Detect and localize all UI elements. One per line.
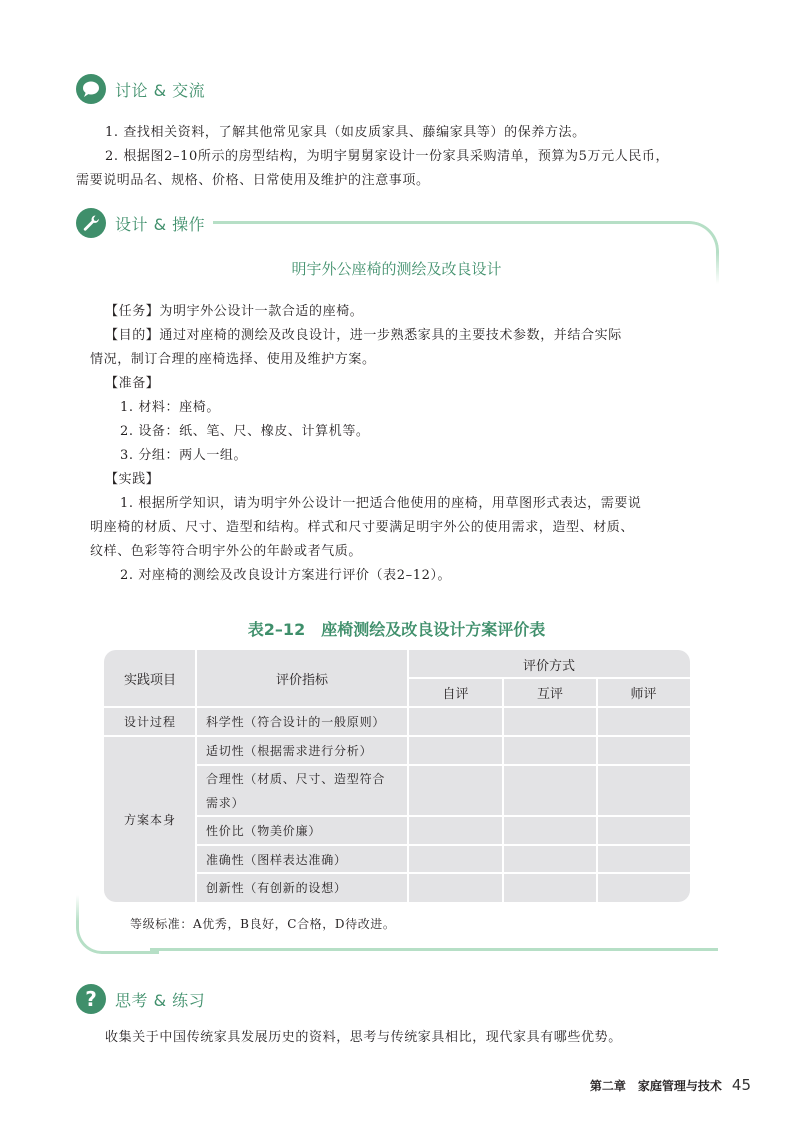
rating-cell-peer[interactable] (503, 765, 597, 816)
question-mark-icon: ? (76, 984, 106, 1014)
purpose-line-cont: 情况，制订合理的座椅选择、使用及维护方案。 (90, 352, 376, 367)
header-self: 自评 (442, 687, 469, 702)
indicator-cell: 适切性（根据需求进行分析） (206, 744, 373, 758)
practice-item-cont: 明座椅的材质、尺寸、造型和结构。样式和尺寸要满足明宇外公的使用需求，造型、材质、 (90, 520, 635, 535)
divider (104, 706, 690, 708)
rating-cell-peer[interactable] (503, 845, 597, 873)
activity-title: 明宇外公座椅的测绘及改良设计 (291, 260, 502, 278)
indicator-cell-line: 合理性（材质、尺寸、造型符合 (206, 771, 386, 786)
indicator-cell (196, 765, 408, 816)
page-footer (590, 1076, 751, 1094)
discussion-item-continuation: 需要说明品名、规格、价格、日常使用及维护的注意事项。 (76, 173, 430, 188)
indicator-cell: 性价比（物美价廉） (206, 824, 322, 838)
rating-cell-peer[interactable] (503, 873, 597, 902)
indicator-cell: 科学性（符合设计的一般原则） (206, 715, 386, 729)
rating-cell-self[interactable] (408, 736, 503, 765)
table-caption: 表2–12 座椅测绘及改良设计方案评价表 (247, 620, 546, 639)
design-header (76, 208, 205, 238)
rating-cell-peer[interactable] (503, 736, 597, 765)
rating-cell-teacher[interactable] (597, 765, 690, 816)
header-peer: 互评 (536, 687, 563, 702)
evaluation-table (104, 650, 690, 902)
section-title: 设计 & 操作 (115, 214, 206, 234)
prepare-heading: 【准备】 (105, 376, 160, 391)
rating-cell-self[interactable] (408, 707, 503, 736)
divider (407, 650, 409, 902)
rating-cell-teacher[interactable] (597, 707, 690, 736)
thinking-header (76, 984, 205, 1014)
indicator-cell: 创新性（有创新的设想） (206, 881, 347, 895)
purpose-line: 【目的】通过对座椅的测绘及改良设计，进一步熟悉家具的主要技术参数，并结合实际 (105, 328, 622, 343)
practice-item: 1. 根据所学知识，请为明宇外公设计一把适合他使用的座椅，用草图形式表达，需要说 (120, 496, 642, 511)
group-label: 方案本身 (123, 812, 176, 827)
divider (502, 678, 504, 902)
discussion-header (76, 74, 205, 104)
section-title: 思考 & 练习 (115, 990, 206, 1010)
indicator-cell: 准确性（图样表达准确） (206, 852, 347, 867)
rating-cell-self[interactable] (408, 873, 503, 902)
divider (596, 678, 598, 902)
divider (196, 815, 690, 817)
divider (195, 650, 197, 902)
prepare-item: 3. 分组：两人一组。 (120, 448, 248, 463)
rating-cell-teacher[interactable] (597, 736, 690, 765)
indicator-cell-line: 需求） (206, 795, 245, 810)
rating-cell-peer[interactable] (503, 816, 597, 845)
discussion-item: 2. 根据图2–10所示的房型结构，为明宇舅舅家设计一份家具采购清单，预算为5万元人民币， (105, 149, 670, 164)
divider (196, 872, 690, 874)
practice-item: 2. 对座椅的测绘及改良设计方案进行评价（表2–12）。 (120, 568, 452, 583)
group-label: 设计过程 (123, 715, 176, 729)
rating-cell-self[interactable] (408, 845, 503, 873)
rating-cell-peer[interactable] (503, 707, 597, 736)
page-number: 45 (731, 1076, 751, 1094)
rating-cell-self[interactable] (408, 816, 503, 845)
divider (196, 764, 690, 766)
header-indicator: 评价指标 (275, 673, 328, 688)
discussion-item: 1. 查找相关资料，了解其他常见家具（如皮质家具、藤编家具等）的保养方法。 (105, 125, 586, 140)
prepare-item: 1. 材料：座椅。 (120, 400, 220, 415)
speech-bubble-icon (76, 74, 106, 104)
rating-cell-self[interactable] (408, 765, 503, 816)
divider (104, 735, 690, 737)
divider (196, 844, 690, 846)
header-item: 实践项目 (123, 673, 176, 688)
header-teacher: 师评 (630, 687, 657, 702)
practice-heading: 【实践】 (105, 472, 160, 487)
thinking-text: 收集关于中国传统家具发展历史的资料，思考与传统家具相比，现代家具有哪些优势。 (105, 1030, 622, 1045)
frame-border-top (213, 221, 683, 224)
rating-cell-teacher[interactable] (597, 873, 690, 902)
prepare-item: 2. 设备：纸、笔、尺、橡皮、计算机等。 (120, 424, 370, 439)
section-title: 讨论 & 交流 (115, 80, 206, 100)
rating-cell-teacher[interactable] (597, 816, 690, 845)
task-line: 【任务】为明宇外公设计一款合适的座椅。 (105, 304, 364, 319)
header-method: 评价方式 (522, 658, 575, 674)
grading-standard: 等级标准：A优秀，B良好，C合格，D待改进。 (130, 917, 396, 931)
practice-item-cont: 纹样、色彩等符合明宇外公的年龄或者气质。 (90, 544, 363, 559)
divider (408, 677, 690, 679)
wrench-icon (76, 208, 106, 238)
rating-cell-teacher[interactable] (597, 845, 690, 873)
chapter-title: 第二章 家庭管理与技术 (589, 1079, 722, 1093)
frame-border-bottom (150, 948, 718, 951)
